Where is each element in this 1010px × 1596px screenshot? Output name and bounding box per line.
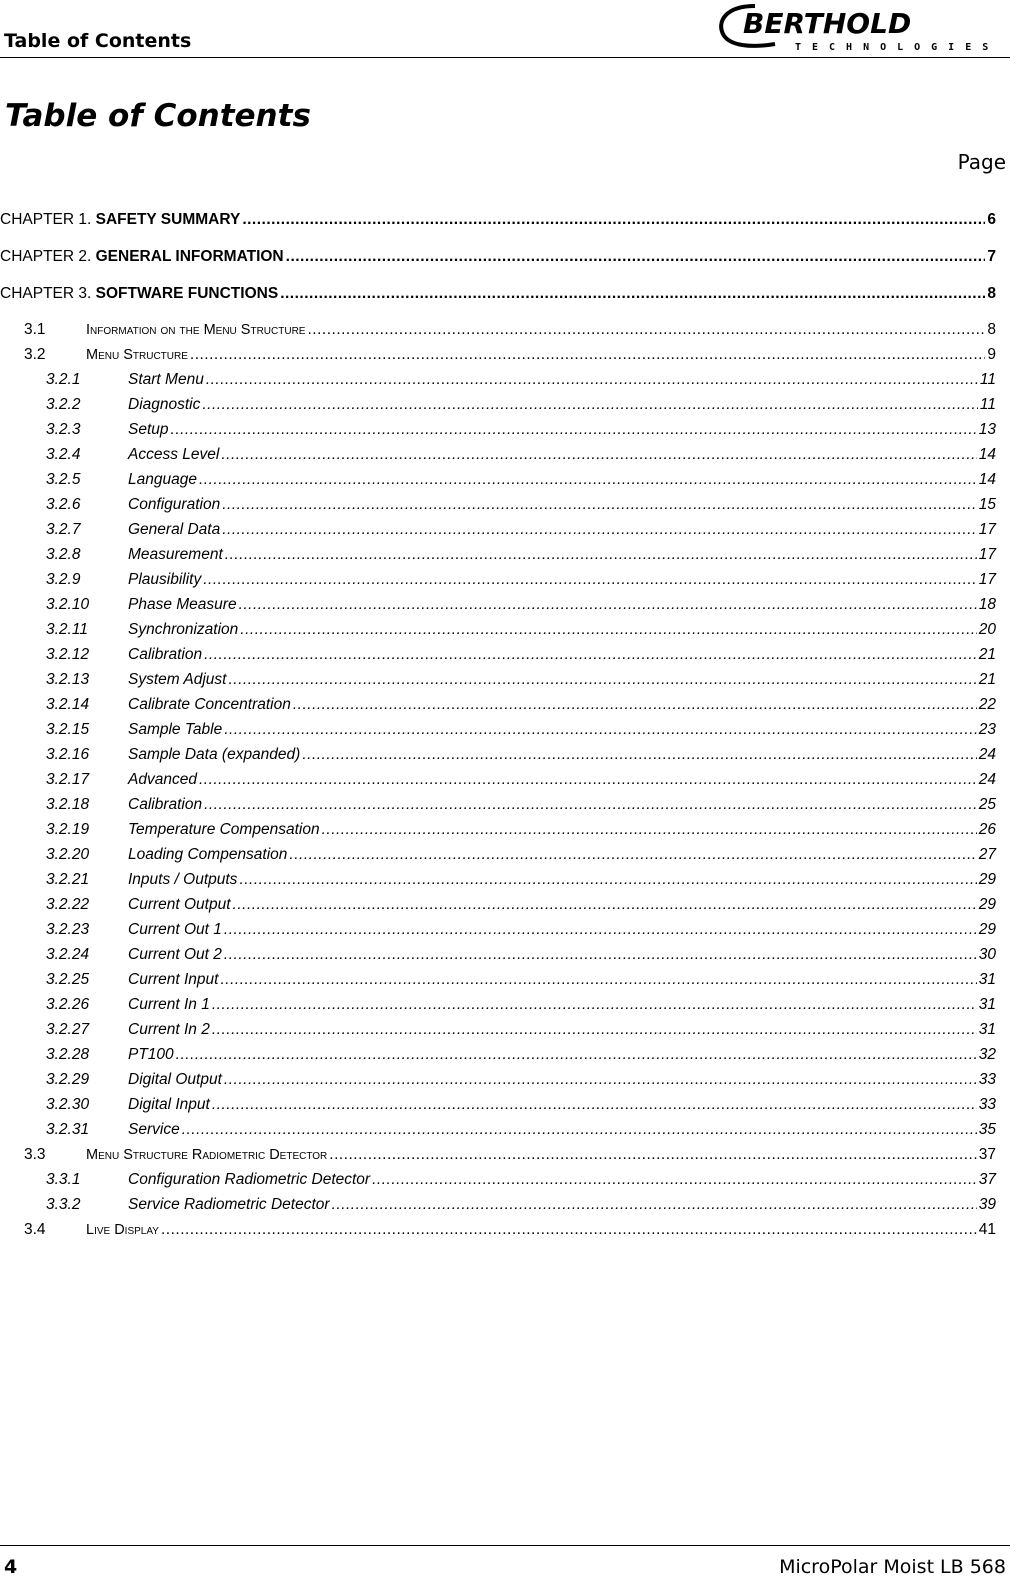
- toc-entry-number: 3.2.10: [46, 596, 90, 613]
- toc-subsection-entry[interactable]: [0, 945, 996, 965]
- toc-chapter-entry[interactable]: [0, 284, 996, 304]
- toc-entry-number: 3.2.26: [46, 996, 90, 1013]
- leader-dots: [202, 395, 978, 415]
- toc-entry-number: 3.2.31: [46, 1121, 90, 1138]
- toc-subsection-entry[interactable]: [0, 1095, 996, 1115]
- leader-dots: [212, 1020, 977, 1040]
- toc-entry-label: Start Menu: [128, 371, 204, 388]
- leader-dots: [203, 570, 977, 590]
- toc-page-number: 29: [978, 871, 996, 888]
- toc-subsection-entry[interactable]: [0, 545, 996, 565]
- leader-dots: [199, 470, 977, 490]
- toc-entry-number: 3.3.1: [46, 1171, 81, 1188]
- toc-page-number: 31: [978, 996, 996, 1013]
- toc-page-number: 37: [978, 1146, 996, 1163]
- toc-entry-label: Language: [128, 471, 197, 488]
- toc-entry-number: 3.2.27: [46, 1021, 90, 1038]
- toc-subsection-entry[interactable]: [0, 870, 996, 890]
- toc-subsection-entry[interactable]: [0, 445, 996, 465]
- toc-subsection-entry[interactable]: [0, 470, 996, 490]
- footer-product-name: MicroPolar Moist LB 568: [779, 1556, 1006, 1578]
- toc-page-number: 9: [987, 346, 996, 363]
- logo-text: BERTHOLD: [743, 7, 912, 40]
- leader-dots: [233, 895, 977, 915]
- toc-entry-number: 3.2.5: [46, 471, 81, 488]
- toc-entry-label: Sample Table: [128, 721, 223, 738]
- toc-entry-number: 3.2.21: [46, 871, 90, 888]
- toc-entry-number: 3.4: [24, 1221, 46, 1238]
- toc-subsection-entry[interactable]: [0, 395, 996, 415]
- toc-subsection-entry[interactable]: [0, 720, 996, 740]
- toc-page-number: 17: [978, 546, 996, 563]
- toc-page-number: 24: [978, 771, 996, 788]
- leader-dots: [372, 1170, 977, 1190]
- leader-dots: [225, 545, 977, 565]
- leader-dots: [280, 284, 985, 304]
- toc-entry-number: 3.2.8: [46, 546, 81, 563]
- leader-dots: [307, 320, 985, 340]
- toc-entry-label: Calibrate Concentration: [128, 696, 291, 713]
- toc-entry-label: Current Out 1: [128, 921, 222, 938]
- toc-page-number: 14: [978, 471, 996, 488]
- leader-dots: [161, 1220, 977, 1240]
- toc-subsection-entry[interactable]: [0, 620, 996, 640]
- toc-entry-number: 3.2.9: [46, 571, 81, 588]
- leader-dots: [229, 670, 977, 690]
- toc-entry-label: General Data: [128, 521, 221, 538]
- toc-subsection-entry[interactable]: [0, 570, 996, 590]
- toc-page-number: 31: [978, 971, 996, 988]
- toc-page-number: 11: [979, 371, 996, 388]
- toc-page-number: 39: [978, 1196, 996, 1213]
- toc-page-number: 33: [978, 1071, 996, 1088]
- toc-entry-label: Service Radiometric Detector: [128, 1196, 330, 1213]
- leader-dots: [222, 495, 977, 515]
- toc-subsection-entry[interactable]: [0, 970, 996, 990]
- leader-dots: [182, 1120, 977, 1140]
- toc-entry-number: 3.2.1: [46, 371, 81, 388]
- toc-entry-label: Advanced: [128, 771, 197, 788]
- toc-entry-label: Menu Structure Radiometric Detector: [86, 1147, 328, 1163]
- toc-entry-label: Digital Output: [128, 1071, 222, 1088]
- leader-dots: [224, 945, 977, 965]
- toc-chapter-entry[interactable]: [0, 210, 996, 230]
- toc-subsection-entry[interactable]: [0, 745, 996, 765]
- toc-subsection-entry[interactable]: [0, 995, 996, 1015]
- toc-entry-number: 3.2.13: [46, 671, 90, 688]
- toc-entry-number: 3.2.16: [46, 746, 90, 763]
- header-rule: [0, 57, 1010, 58]
- toc-entry-number: 3.2.4: [46, 446, 81, 463]
- toc-entry-number: 3.2.20: [46, 846, 90, 863]
- footer-page-number: 4: [4, 1556, 18, 1578]
- leader-dots: [206, 370, 978, 390]
- footer-rule: [0, 1545, 1010, 1546]
- toc-entry-label: PT100: [128, 1046, 174, 1063]
- toc-page-number: 23: [978, 721, 996, 738]
- toc-subsection-entry[interactable]: [0, 820, 996, 840]
- leader-dots: [212, 1095, 977, 1115]
- toc-entry-label: Configuration: [128, 496, 221, 513]
- toc-subsection-entry[interactable]: [0, 1195, 996, 1215]
- toc-entry-label: Setup: [128, 421, 169, 438]
- toc-entry-number: 3.2.28: [46, 1046, 90, 1063]
- leader-dots: [224, 920, 977, 940]
- toc-subsection-entry[interactable]: [0, 920, 996, 940]
- leader-dots: [332, 1195, 977, 1215]
- leader-dots: [286, 247, 986, 267]
- toc-entry-label: Current In 2: [128, 1021, 210, 1038]
- toc-entry-label: Loading Compensation: [128, 846, 288, 863]
- toc-chapter-title: CHAPTER 2. GENERAL INFORMATION: [0, 248, 284, 265]
- toc-page-number: 37: [978, 1171, 996, 1188]
- toc-entry-label: Current Input: [128, 971, 219, 988]
- toc-page-number: 29: [978, 896, 996, 913]
- toc-page-number: 29: [978, 921, 996, 938]
- toc-entry-label: Service: [128, 1121, 180, 1138]
- toc-entry-number: 3.2.24: [46, 946, 90, 963]
- leader-dots: [242, 210, 985, 230]
- header-title: Table of Contents: [4, 30, 192, 52]
- toc-page-number: 15: [978, 496, 996, 513]
- toc-page-number: 14: [978, 446, 996, 463]
- toc-page-number: 13: [978, 421, 996, 438]
- toc-page-number: 17: [978, 521, 996, 538]
- toc-subsection-entry[interactable]: [0, 695, 996, 715]
- leader-dots: [322, 820, 977, 840]
- toc-subsection-entry[interactable]: [0, 1170, 996, 1190]
- toc-entry-number: 3.2.12: [46, 646, 90, 663]
- toc-entry-label: Digital Input: [128, 1096, 210, 1113]
- toc-entry-label: Temperature Compensation: [128, 821, 320, 838]
- leader-dots: [329, 1145, 976, 1165]
- toc-subsection-entry[interactable]: [0, 495, 996, 515]
- toc-page-number: 25: [978, 796, 996, 813]
- toc-entry-number: 3.2.19: [46, 821, 90, 838]
- toc-entry-label: Configuration Radiometric Detector: [128, 1171, 371, 1188]
- toc-subsection-entry[interactable]: [0, 795, 996, 815]
- toc-entry-number: 3.2.11: [46, 621, 88, 638]
- toc-entry-number: 3.2.30: [46, 1096, 90, 1113]
- toc-entry-label: Sample Data (expanded): [128, 746, 301, 763]
- toc-page-number: 24: [978, 746, 996, 763]
- leader-dots: [204, 795, 977, 815]
- leader-dots: [224, 720, 977, 740]
- leader-dots: [240, 620, 976, 640]
- leader-dots: [293, 695, 977, 715]
- toc-subsection-entry[interactable]: [0, 595, 996, 615]
- toc-subsection-entry[interactable]: [0, 670, 996, 690]
- toc-page-number: 21: [978, 671, 996, 688]
- leader-dots: [212, 995, 977, 1015]
- toc-entry-number: 3.2.18: [46, 796, 90, 813]
- leader-dots: [224, 1070, 977, 1090]
- toc-entry-number: 3.2.2: [46, 396, 81, 413]
- toc-entry-number: 3.2.3: [46, 421, 81, 438]
- toc-entry-number: 3.1: [24, 321, 46, 338]
- toc-subsection-entry[interactable]: [0, 895, 996, 915]
- toc-entry-number: 3.2.7: [46, 521, 81, 538]
- toc-section-entry[interactable]: [0, 345, 996, 365]
- toc-entry-label: Information on the Menu Structure: [86, 322, 306, 338]
- toc-page-number: 18: [978, 596, 996, 613]
- toc-entry-label: Current Output: [128, 896, 231, 913]
- leader-dots: [302, 745, 976, 765]
- toc-entry-label: Access Level: [128, 446, 220, 463]
- toc-subsection-entry[interactable]: [0, 845, 996, 865]
- toc-section-entry[interactable]: [0, 320, 996, 340]
- leader-dots: [221, 445, 976, 465]
- toc-entry-label: Menu Structure: [86, 347, 188, 363]
- toc-subsection-entry[interactable]: [0, 770, 996, 790]
- page-title: Table of Contents: [5, 98, 311, 134]
- toc-section-entry[interactable]: [0, 1145, 996, 1165]
- toc-page-number: 7: [987, 248, 996, 265]
- toc-subsection-entry[interactable]: [0, 645, 996, 665]
- toc-entry-number: 3.2.14: [46, 696, 90, 713]
- toc-subsection-entry[interactable]: [0, 1120, 996, 1140]
- toc-subsection-entry[interactable]: [0, 520, 996, 540]
- toc-subsection-entry[interactable]: [0, 370, 996, 390]
- toc-subsection-entry[interactable]: [0, 1020, 996, 1040]
- toc-chapter-title: CHAPTER 3. SOFTWARE FUNCTIONS: [0, 285, 279, 302]
- toc-entry-number: 3.2.17: [46, 771, 90, 788]
- toc-page-number: 11: [979, 396, 996, 413]
- toc-page-number: 22: [978, 696, 996, 713]
- leader-dots: [190, 345, 985, 365]
- toc-entry-label: Plausibility: [128, 571, 202, 588]
- toc-page-number: 20: [978, 621, 996, 638]
- leader-dots: [222, 520, 977, 540]
- toc-entry-number: 3.2.6: [46, 496, 81, 513]
- toc-page-number: 31: [978, 1021, 996, 1038]
- toc-entry-number: 3.2.23: [46, 921, 90, 938]
- toc-entry-number: 3.3.2: [46, 1196, 81, 1213]
- toc-entry-label: Phase Measure: [128, 596, 237, 613]
- leader-dots: [204, 645, 977, 665]
- toc-page-number: 33: [978, 1096, 996, 1113]
- toc-entry-label: Synchronization: [128, 621, 239, 638]
- toc-entry-label: Live Display: [86, 1222, 159, 1238]
- berthold-logo: [715, 0, 1010, 56]
- toc-page-number: 17: [978, 571, 996, 588]
- toc-page-number: 35: [978, 1121, 996, 1138]
- leader-dots: [239, 595, 977, 615]
- toc-entry-number: 3.2.25: [46, 971, 90, 988]
- toc-page-number: 8: [987, 321, 996, 338]
- toc-entry-label: Measurement: [128, 546, 223, 563]
- leader-dots: [171, 420, 977, 440]
- toc-page-number: 30: [978, 946, 996, 963]
- leader-dots: [176, 1045, 977, 1065]
- toc-entry-label: Calibration: [128, 646, 203, 663]
- leader-dots: [220, 970, 976, 990]
- toc-page-number: 32: [978, 1046, 996, 1063]
- toc-page-number: 27: [978, 846, 996, 863]
- toc-entry-number: 3.2: [24, 346, 46, 363]
- toc-section-entry[interactable]: [0, 1220, 996, 1240]
- toc-chapter-title: CHAPTER 1. SAFETY SUMMARY: [0, 211, 241, 228]
- toc-entry-label: Calibration: [128, 796, 203, 813]
- toc-page-number: 21: [978, 646, 996, 663]
- toc-entry-number: 3.2.15: [46, 721, 90, 738]
- toc-entry-label: Current In 1: [128, 996, 210, 1013]
- leader-dots: [289, 845, 976, 865]
- toc-page-number: 41: [978, 1221, 996, 1238]
- toc-subsection-entry[interactable]: [0, 1045, 996, 1065]
- toc-page-number: 6: [987, 211, 996, 228]
- toc-page-number: 26: [978, 821, 996, 838]
- toc-entry-number: 3.2.22: [46, 896, 90, 913]
- logo-subtext: TECHNOLOGIES: [795, 42, 1000, 53]
- toc-entry-label: Diagnostic: [128, 396, 201, 413]
- toc-subsection-entry[interactable]: [0, 420, 996, 440]
- toc-subsection-entry[interactable]: [0, 1070, 996, 1090]
- toc-chapter-entry[interactable]: [0, 247, 996, 267]
- page-column-label: Page: [957, 150, 1006, 174]
- toc-entry-number: 3.2.29: [46, 1071, 90, 1088]
- toc-entry-label: Current Out 2: [128, 946, 222, 963]
- toc-entry-label: Inputs / Outputs: [128, 871, 238, 888]
- toc-page-number: 8: [987, 285, 996, 302]
- toc-entry-number: 3.3: [24, 1146, 46, 1163]
- leader-dots: [199, 770, 977, 790]
- toc-entry-label: System Adjust: [128, 671, 227, 688]
- leader-dots: [239, 870, 976, 890]
